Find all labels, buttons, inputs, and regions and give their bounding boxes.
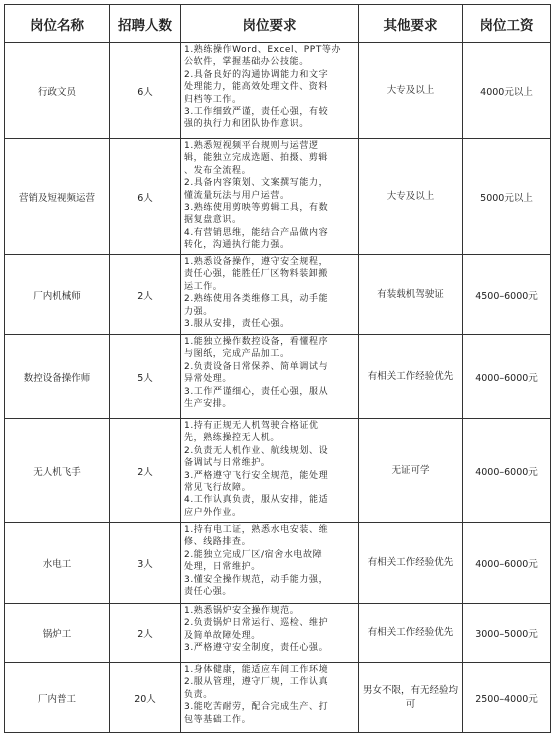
requirement-line: 2.具备内容策划、文案撰写能力， [184, 178, 329, 189]
requirement-line: 负责。 [184, 689, 213, 700]
table-row [5, 255, 551, 335]
requirement-line: 异常处理。 [184, 374, 233, 385]
requirement-line: 3.能吃苦耐劳，配合完成生产、打 [184, 702, 329, 713]
salary-cell: 2500–4000元 [463, 663, 551, 733]
requirement-line: 、发布全流程。 [184, 165, 252, 176]
requirement-line: 3.严格遵守飞行安全规范，能处理 [184, 470, 329, 481]
requirement-line: 先，熟练操控无人机。 [184, 433, 281, 444]
requirement-line: 3.工作细致严谨，责任心强，有较 [184, 107, 329, 118]
requirement-line: 运工作。 [184, 281, 223, 292]
requirement-line: 强的执行力和团队协作意识。 [184, 119, 309, 130]
requirement-line: 包等基础工作。 [184, 714, 252, 725]
other-requirements-cell: 大专及以上 [359, 43, 463, 139]
requirements-cell [181, 255, 359, 335]
requirements-cell [181, 43, 359, 139]
requirement-line: 1.能独立操作数控设备，看懂程序 [184, 337, 329, 347]
table-row [5, 663, 551, 733]
requirements-cell [181, 604, 359, 663]
requirements-cell [181, 139, 359, 255]
requirement-line: 力强。 [184, 306, 213, 317]
requirement-line: 1.熟悉短视频平台规则与运营逻 [184, 141, 319, 151]
requirement-line: 生产安排。 [184, 399, 233, 410]
headcount-cell: 2人 [110, 255, 181, 335]
header-salary: 岗位工资 [463, 5, 551, 43]
position-name-cell: 行政文员 [5, 43, 110, 139]
table-row [5, 523, 551, 604]
table-row [5, 43, 551, 139]
requirement-line: 懂流量玩法与用户运营。 [184, 190, 290, 201]
salary-cell: 4000–6000元 [463, 523, 551, 604]
requirement-line: 3.严格遵守安全制度，责任心强。 [184, 643, 329, 654]
header-position: 岗位名称 [5, 5, 110, 43]
requirement-line: 1.熟练操作Word、Excel、PPT等办 [184, 45, 342, 55]
other-requirements-cell: 有装载机驾驶证 [359, 255, 463, 335]
requirements-cell [181, 419, 359, 523]
table-body [5, 43, 551, 733]
requirement-line: 责任心强。 [184, 587, 233, 598]
requirement-line: 2.服从管理，遵守厂规，工作认真 [184, 677, 329, 688]
headcount-cell: 5人 [110, 335, 181, 419]
header-headcount: 招聘人数 [110, 5, 181, 43]
requirement-line: 据复盘意识。 [184, 215, 242, 226]
headcount-cell: 2人 [110, 419, 181, 523]
position-name-cell: 锅炉工 [5, 604, 110, 663]
requirement-line: 2.能独立完成厂区/宿舍水电故障 [184, 549, 323, 560]
requirement-line: 1.熟悉锅炉安全操作规范。 [184, 606, 300, 616]
salary-cell: 5000元以上 [463, 139, 551, 255]
requirement-line: 4.工作认真负责，服从安排，能适 [184, 495, 329, 506]
other-requirements-cell: 大专及以上 [359, 139, 463, 255]
headcount-cell: 20人 [110, 663, 181, 733]
requirement-line: 1.持有电工证，熟悉水电安装、维 [184, 525, 329, 535]
table-row [5, 139, 551, 255]
requirements-cell [181, 523, 359, 604]
salary-cell: 4000–6000元 [463, 419, 551, 523]
salary-cell: 3000–5000元 [463, 604, 551, 663]
position-name-cell: 无人机飞手 [5, 419, 110, 523]
position-name-cell: 营销及短视频运营 [5, 139, 110, 255]
requirement-line: 处理能力，能高效处理文件、资料 [184, 82, 329, 93]
requirement-line: 3.熟练使用剪映等剪辑工具，有数 [184, 203, 329, 214]
position-name-cell: 水电工 [5, 523, 110, 604]
table-row [5, 419, 551, 523]
requirement-line: 4.有营销思维，能结合产品做内容 [184, 227, 329, 238]
salary-cell: 4000–6000元 [463, 335, 551, 419]
requirement-line: 常见飞行故障。 [184, 483, 252, 494]
requirement-line: 及简单故障处理。 [184, 630, 261, 641]
headcount-cell: 3人 [110, 523, 181, 604]
job-listing-table-wrapper [4, 4, 550, 733]
position-name-cell: 厂内机械师 [5, 255, 110, 335]
table-row [5, 335, 551, 419]
other-requirements-cell: 有相关工作经验优先 [359, 604, 463, 663]
job-listing-table [4, 4, 551, 733]
requirement-line: 归档等工作。 [184, 94, 242, 105]
requirement-line: 与图纸，完成产品加工。 [184, 349, 290, 360]
requirement-line: 处理，日常维护。 [184, 562, 261, 573]
requirement-line: 3.懂安全操作规范，动手能力强， [184, 574, 329, 585]
headcount-cell: 6人 [110, 139, 181, 255]
salary-cell: 4000元以上 [463, 43, 551, 139]
requirement-line: 1.持有正规无人机驾驶合格证优 [184, 421, 319, 431]
requirement-line: 1.身体健康，能适应车间工作环境 [184, 665, 329, 675]
requirements-cell [181, 335, 359, 419]
header-requirements: 岗位要求 [181, 5, 359, 43]
requirement-line: 公软件，掌握基础办公技能。 [184, 57, 309, 68]
requirement-line: 2.负责无人机作业、航线规划、设 [184, 445, 329, 456]
requirement-line: 备调试与日常维护。 [184, 458, 271, 469]
requirement-line: 辑，能独立完成选题、拍摄、剪辑 [184, 153, 329, 164]
headcount-cell: 6人 [110, 43, 181, 139]
position-name-cell: 数控设备操作师 [5, 335, 110, 419]
other-requirements-cell: 有相关工作经验优先 [359, 335, 463, 419]
table-row [5, 604, 551, 663]
other-requirements-cell: 有相关工作经验优先 [359, 523, 463, 604]
requirement-line: 2.负责设备日常保养、简单调试与 [184, 361, 329, 372]
requirement-line: 2.负责锅炉日常运行、巡检、维护 [184, 618, 329, 629]
salary-cell: 4500–6000元 [463, 255, 551, 335]
requirement-line: 1.熟悉设备操作，遵守安全规程， [184, 257, 329, 267]
requirement-line: 应户外作业。 [184, 507, 242, 518]
other-requirements-cell: 无证可学 [359, 419, 463, 523]
requirement-line: 3.工作严谨细心，责任心强，服从 [184, 386, 329, 397]
requirement-line: 3.服从安排，责任心强。 [184, 319, 290, 330]
requirement-line: 修、线路排查。 [184, 537, 252, 548]
requirement-line: 责任心强，能胜任厂区物料装卸搬 [184, 269, 329, 280]
requirement-line: 转化，沟通执行能力强。 [184, 240, 290, 251]
requirement-line: 2.具备良好的沟通协调能力和文字 [184, 69, 329, 80]
table-header-row [5, 5, 551, 43]
headcount-cell: 2人 [110, 604, 181, 663]
requirements-cell [181, 663, 359, 733]
header-other: 其他要求 [359, 5, 463, 43]
other-requirements-cell: 男女不限，有无经验均可 [359, 663, 463, 733]
position-name-cell: 厂内普工 [5, 663, 110, 733]
requirement-line: 2.熟练使用各类维修工具，动手能 [184, 294, 329, 305]
